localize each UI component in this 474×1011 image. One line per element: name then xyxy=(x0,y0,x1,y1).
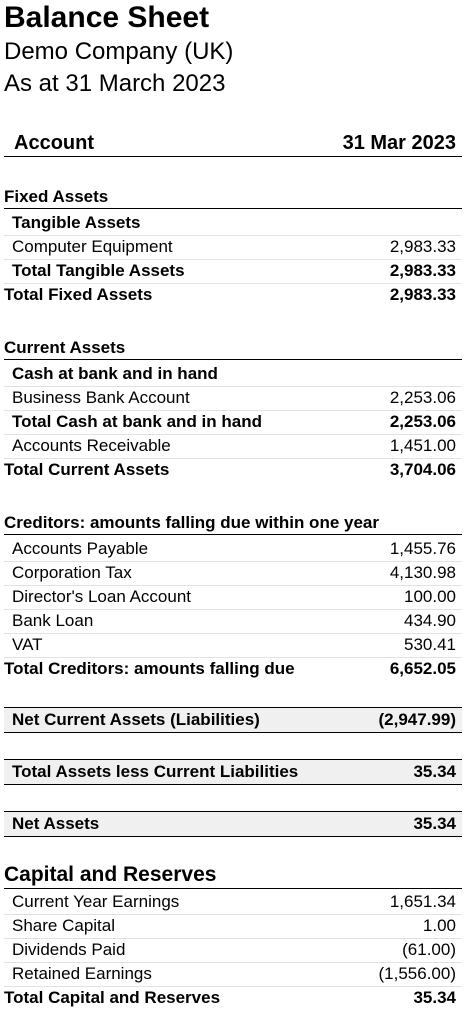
row-corporation-tax xyxy=(4,561,462,586)
row-label: Bank Loan xyxy=(12,611,94,630)
row-retained-earnings xyxy=(4,962,462,987)
row-label: Total Cash at bank and in hand xyxy=(12,412,262,431)
row-label: Total Current Assets xyxy=(4,460,170,479)
row-value: 2,253.06 xyxy=(389,388,456,407)
report-date: As at 31 March 2023 xyxy=(4,70,226,97)
row-total-fixed-assets xyxy=(4,283,462,307)
row-label: Retained Earnings xyxy=(12,964,152,983)
row-label: Total Assets less Current Liabilities xyxy=(12,762,299,781)
row-value: (2,947.99) xyxy=(378,710,456,729)
row-bank-loan xyxy=(4,609,462,634)
row-value: 35.34 xyxy=(413,988,456,1007)
row-label: Net Assets xyxy=(12,814,100,833)
row-label: Tangible Assets xyxy=(12,213,141,232)
section-current-assets xyxy=(4,337,462,360)
row-label: Accounts Receivable xyxy=(12,436,171,455)
row-label: Computer Equipment xyxy=(12,237,173,256)
row-value: 2,983.33 xyxy=(389,285,456,304)
account-column-header: Account xyxy=(14,132,94,154)
row-total-current-assets xyxy=(4,458,462,482)
row-value: (61.00) xyxy=(402,940,456,959)
row-label: Total Creditors: amounts falling due xyxy=(4,659,295,678)
row-value: (1,556.00) xyxy=(378,964,456,983)
section-capital-and-reserves xyxy=(4,862,462,889)
row-value: 35.34 xyxy=(413,814,456,833)
row-label: Total Tangible Assets xyxy=(12,261,185,280)
row-label: Business Bank Account xyxy=(12,388,190,407)
row-accounts-receivable xyxy=(4,434,462,459)
row-value: 100.00 xyxy=(404,587,456,606)
row-share-capital xyxy=(4,914,462,939)
section-heading: Current Assets xyxy=(4,338,126,357)
row-total-capital-and-reserves xyxy=(4,986,462,1010)
row-value: 3,704.06 xyxy=(389,460,456,479)
row-value: 4,130.98 xyxy=(389,563,456,582)
row-value: 6,652.05 xyxy=(389,659,456,678)
row-label: Share Capital xyxy=(12,916,116,935)
row-value: 2,253.06 xyxy=(389,412,456,431)
row-value: 2,983.33 xyxy=(389,237,456,256)
row-label: Dividends Paid xyxy=(12,940,126,959)
row-value: 1,455.76 xyxy=(389,539,456,558)
row-label: Corporation Tax xyxy=(12,563,132,582)
row-total-cash-at-bank xyxy=(4,410,462,435)
row-business-bank-account xyxy=(4,386,462,411)
row-label: Total Capital and Reserves xyxy=(4,988,221,1007)
section-heading: Creditors: amounts falling due within one year xyxy=(4,513,379,532)
date-column-header: 31 Mar 2023 xyxy=(342,132,456,154)
subheading-tangible-assets xyxy=(4,211,462,236)
row-value: 1,451.00 xyxy=(389,436,456,455)
row-value: 1.00 xyxy=(422,916,456,935)
row-label: Director's Loan Account xyxy=(12,587,192,606)
row-label: Cash at bank and in hand xyxy=(12,364,218,383)
row-total-assets-less-current-liabilities xyxy=(4,759,462,785)
section-heading: Capital and Reserves xyxy=(4,863,217,886)
report-title: Balance Sheet xyxy=(4,1,210,34)
section-fixed-assets xyxy=(4,186,462,209)
row-directors-loan-account xyxy=(4,585,462,610)
row-vat xyxy=(4,633,462,658)
row-value: 530.41 xyxy=(404,635,456,654)
column-header xyxy=(4,130,462,157)
row-total-tangible-assets xyxy=(4,259,462,284)
row-label: VAT xyxy=(12,635,43,654)
section-creditors xyxy=(4,512,462,535)
row-value: 434.90 xyxy=(404,611,456,630)
row-accounts-payable xyxy=(4,537,462,562)
company-name: Demo Company (UK) xyxy=(4,38,234,65)
row-computer-equipment xyxy=(4,235,462,260)
subheading-cash-at-bank xyxy=(4,362,462,387)
row-value: 35.34 xyxy=(413,762,456,781)
row-current-year-earnings xyxy=(4,890,462,915)
row-dividends-paid xyxy=(4,938,462,963)
section-heading: Fixed Assets xyxy=(4,187,109,206)
row-label: Current Year Earnings xyxy=(12,892,180,911)
row-net-current-assets xyxy=(4,707,462,733)
row-total-creditors xyxy=(4,657,462,681)
row-value: 1,651.34 xyxy=(389,892,456,911)
row-label: Net Current Assets (Liabilities) xyxy=(12,710,260,729)
row-label: Total Fixed Assets xyxy=(4,285,153,304)
row-net-assets xyxy=(4,811,462,837)
row-value: 2,983.33 xyxy=(389,261,456,280)
row-label: Accounts Payable xyxy=(12,539,149,558)
